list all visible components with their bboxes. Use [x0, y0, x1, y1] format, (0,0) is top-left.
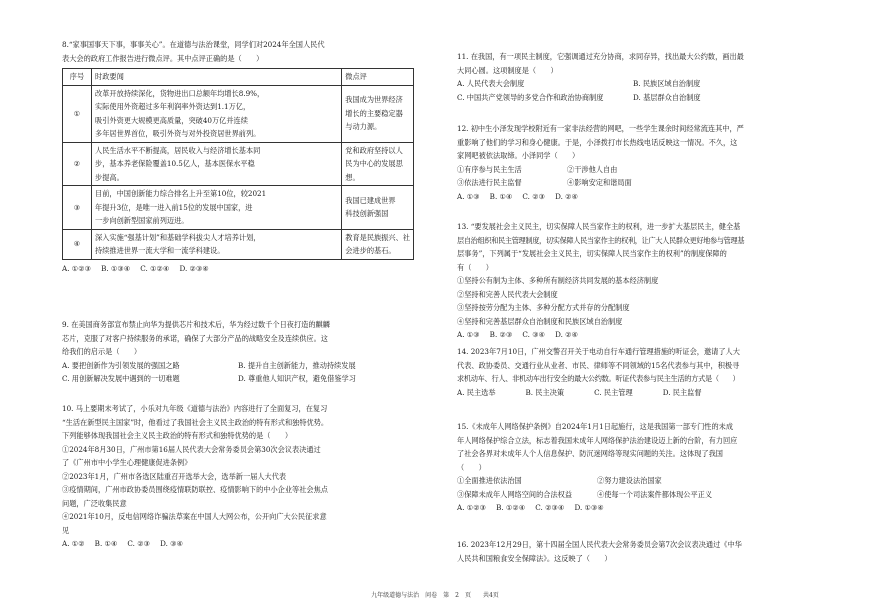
q10-item: ③疫情期间，广州市政协委员围绕疫情联防联控、疫情影响下的中小企业等社会焦点 — [62, 485, 328, 494]
option-c[interactable]: C. ①②④ — [140, 263, 170, 273]
q13-item: ③坚持按劳分配为主体、多种分配方式并存的分配制度 — [457, 303, 630, 312]
q9-stem-line: 给我们的启示是（ ） — [62, 347, 142, 356]
header-comment: 微点评 — [342, 69, 414, 86]
q12-stem-line: 家网吧被依法取缔。小泽同学（ ） — [457, 151, 580, 160]
q10-item: ④2021年10月，反电信网络诈骗法草案在中国人大网公布，公开向广大公民征求意 — [62, 512, 327, 521]
q14-stem-line: 求机动车、行人、非机动车出行安全的最大公约数。听证代表参与民主生活的方式是（ ） — [457, 374, 740, 383]
question-16 — [457, 538, 809, 565]
q15-stem-line: （ ） — [457, 462, 486, 472]
row-comment — [342, 229, 414, 259]
q9-stem-line: 芯片，克服了对客户持续服务的承诺，确保了大部分产品的战略安全及连续供应。这 — [62, 333, 328, 343]
comment-line: 会进步的基石。 — [345, 246, 396, 255]
q12-options — [457, 190, 809, 204]
row-no: ④ — [63, 229, 92, 259]
news-line: 多年居世界首位，吸引外资与对外投资居世界前列。 — [95, 129, 261, 138]
q11-options — [457, 77, 809, 104]
q15-item: ①全面推进依法治国 — [457, 476, 522, 485]
option-b[interactable]: B. 民主决策 — [525, 387, 565, 397]
news-line: 步，基本养老保险覆盖10.5亿人，基本医保水平稳 — [95, 159, 255, 168]
row-news — [92, 85, 342, 142]
option-c[interactable]: C. ②③ — [127, 539, 151, 548]
option-c[interactable]: C. ②③ — [522, 191, 546, 201]
comment-line: 党和政府坚持以人 — [345, 145, 403, 155]
q10-options — [62, 537, 414, 551]
q9-stem-line: 9. 在美国商务部宣布禁止向华为提供芯片和技术后，华为经过数千个日夜打造的麒麟 — [62, 320, 330, 329]
q13-options — [457, 328, 809, 342]
comment-line: 民为中心的发展思 — [345, 159, 403, 168]
q10-item: ②2023年1月，广州市各选区陆重召开选举大会，选举新一届人大代表 — [62, 471, 287, 481]
q10-item: 见 — [62, 525, 70, 535]
q15-stem-line: 15.《未成年人网络保护条例》自2024年1月1日起施行，这是我国第一部专门性的未成 — [457, 422, 734, 431]
option-c[interactable]: C. 民主管理 — [594, 387, 633, 397]
row-news — [92, 142, 342, 186]
row-no: ② — [63, 142, 92, 186]
question-14 — [457, 345, 809, 399]
page-footer: 九年级道德与法治 问卷 第 2 页 共4页 — [371, 592, 499, 599]
news-line: 改革开放持续深化，货物进出口总额年均增长8.9%， — [95, 88, 265, 98]
q12-item: ②干涉他人自由 — [567, 164, 618, 174]
q13-stem-line: 层自治组织和民主管理制度，切实保障人民当家作主的权利，让广大人民群众更好地参与管理基 — [457, 235, 745, 245]
option-b[interactable]: B. ①③④ — [101, 263, 131, 273]
option-a[interactable]: A. ①③ — [457, 191, 480, 201]
news-line: 人民生活水平不断提高，居民收入与经济增长基本同 — [95, 145, 261, 155]
news-line: 吸引外资更大规模更高质量，突破40万亿并连续 — [95, 115, 248, 125]
news-line: 持续推进世界一流大学和一流学科建设。 — [95, 246, 225, 255]
option-b[interactable]: B. 提升自主创新能力，推动持续发展 — [238, 360, 356, 370]
option-d[interactable]: D. ②④ — [555, 330, 579, 339]
news-line: 步提高。 — [95, 172, 124, 182]
q14-options — [457, 386, 809, 400]
option-d[interactable]: D. ③④ — [160, 539, 184, 548]
q13-item: ①坚持公有制为主体、多种所有制经济共同发展的基本经济制度 — [457, 276, 659, 285]
news-line: 目前，中国创新能力综合排名上升至第10位，较2021 — [95, 189, 267, 198]
option-a[interactable]: A. 人民代表大会制度 — [457, 79, 525, 88]
q15-items — [457, 474, 809, 501]
option-b[interactable]: B. ①②④ — [496, 503, 526, 512]
row-comment — [342, 186, 414, 230]
option-c[interactable]: C. ②③④ — [535, 503, 565, 512]
q10-stem-line: 下列能够体现我国社会主义民主政治的特有形式和独特优势的是（ ） — [62, 431, 293, 440]
q12-stem-line: 重影响了他们的学习和身心健康。于是，小泽拨打市长热线电话反映这一情况。不久，这 — [457, 137, 738, 147]
q8-stem-line: 8.“家事国事天下事，事事关心”。在道德与法治课堂，同学们对2024年全国人民代 — [62, 40, 325, 49]
q12-stem-line: 12. 初中生小泽发现学校附近有一家非法经营的网吧，一些学生课余时间经常流连其中，严 — [457, 124, 744, 133]
option-a[interactable]: A. ①② — [62, 539, 85, 548]
option-d[interactable]: D. ②④ — [555, 191, 579, 201]
row-news — [92, 186, 342, 230]
option-b[interactable]: B. ①④ — [94, 539, 118, 548]
option-a[interactable]: A. 民主选举 — [457, 387, 496, 397]
q16-stem-line: 16. 2023年12月29日，第十四届全国人民代表大会常务委员会第7次会议表决通过《中华 — [457, 540, 742, 549]
option-a[interactable]: A. ①③ — [457, 330, 480, 339]
q12-item: ④影响安定和谐局面 — [567, 178, 632, 187]
q12-item: ③依法进行民主监督 — [457, 178, 522, 187]
table-row — [63, 186, 414, 230]
q13-stem-line: 有（ ） — [457, 262, 493, 272]
table-row — [63, 142, 414, 186]
q10-item: 问题，广泛收集民意 — [62, 498, 127, 508]
comment-line: 增长的主要稳定器 — [345, 108, 403, 118]
q13-item: ②坚持和完善人民代表大会制度 — [457, 289, 558, 299]
q12-items — [457, 163, 809, 190]
option-d[interactable]: D. 基层群众自治制度 — [633, 92, 701, 102]
q16-stem-line: 人民共和国粮食安全保障法》。这反映了（ ） — [457, 553, 612, 563]
option-c[interactable]: C. 中国共产党领导的多党合作和政治协商制度 — [457, 92, 604, 102]
table-row — [63, 229, 414, 259]
q14-stem-line: 代表、政协委员、交通行业从业者、市民、律师等不同领域的15名代表参与其中，积极寻 — [457, 360, 740, 370]
news-line: 实际使用外资超过多年利润率外资达到1.1万亿， — [95, 102, 251, 111]
q11-stem-line: 大同心圆。这项制度是（ ） — [457, 65, 558, 75]
option-a[interactable]: A. ①②③ — [457, 503, 487, 512]
question-15 — [457, 420, 809, 515]
header-news: 时政要闻 — [92, 69, 342, 86]
option-c[interactable]: C. ③④ — [522, 330, 546, 339]
q13-item: ④坚持和完善基层群众自治制度和民族区域自治制度 — [457, 316, 623, 326]
row-comment — [342, 142, 414, 186]
q15-item: ④使每一个司法案件都体现公平正义 — [597, 489, 713, 499]
option-d[interactable]: D. 民主监督 — [662, 387, 702, 397]
option-b[interactable]: B. ①④ — [489, 191, 513, 201]
q13-stem-line: 层事务”，下列属于“发展社会主义民主，切实保障人民当家作主的权利”的制度保障的 — [457, 249, 727, 258]
row-no: ① — [63, 85, 92, 142]
comment-line: 与动力源。 — [345, 122, 382, 132]
q13-stem-line: 13. “要发展社会主义民主，切实保障人民当家作主的权利，进一步扩大基层民主，健全基 — [457, 222, 741, 231]
option-c[interactable]: C. 用创新解决发展中遇到的一切难题 — [62, 374, 180, 383]
comment-line: 科技创新强国 — [345, 209, 389, 219]
news-line: 年提升3位，是唯一进入前15位的发展中国家，进 — [95, 202, 253, 212]
question-13 — [457, 220, 809, 342]
q11-stem-line: 11. 在我国，有一项民主制度，它强调通过充分协商，求同存异，找出最大公约数，画出最 — [457, 52, 744, 61]
question-9 — [62, 318, 414, 386]
question-8 — [62, 38, 414, 275]
news-line: 一步向创新型国家前列迈进。 — [95, 216, 189, 225]
table-row — [63, 85, 414, 142]
comment-line: 想。 — [345, 172, 360, 182]
q15-stem-line: 了社会各界对未成年人个人信息保护、防沉迷网络等现实问题的关注。这体现了我国 — [457, 449, 723, 458]
q10-item: 了《广州市中小学生心理健康促进条例》 — [62, 458, 192, 467]
q15-item: ③保障未成年人网络空间的合法权益 — [457, 489, 573, 499]
comment-line: 我国成为世界经济 — [345, 95, 403, 105]
row-comment — [342, 85, 414, 142]
q8-stem-line: 表大会的政府工作报告进行微点评。其中点评正确的是（ ） — [62, 53, 264, 63]
question-11 — [457, 50, 809, 104]
option-a[interactable]: A. 要把创新作为引领发展的强国之路 — [62, 360, 180, 370]
option-d[interactable]: D. 尊重他人知识产权，避免借鉴学习 — [238, 374, 356, 383]
q14-stem-line: 14. 2023年7月10日，广州交警召开关于电动自行车通行管理措施的听证会，邀请了人大 — [457, 347, 740, 356]
q8-options — [62, 262, 414, 276]
q12-item: ①有序参与民主生活 — [457, 164, 522, 174]
q10-stem-line: “生活在新型民主国家”时，他看过了我国社会主义民主政治的特有形式和独特优势。 — [62, 417, 329, 427]
q15-item: ②努力建设法治国家 — [597, 476, 662, 485]
q15-stem-line: 年人网络保护综合立法，标志着我国未成年人网络保护法治建设迈上新的台阶，有力回应 — [457, 435, 738, 445]
option-d[interactable]: D. ①③④ — [574, 503, 604, 512]
row-news — [92, 229, 342, 259]
q9-options — [62, 359, 414, 386]
option-d[interactable]: D. ②③④ — [179, 263, 209, 273]
q15-options — [457, 501, 809, 515]
row-no: ③ — [63, 186, 92, 230]
option-a[interactable]: A. ①②③ — [62, 263, 92, 273]
header-no: 序号 — [63, 69, 92, 86]
comment-line: 教育是民族振兴、社 — [345, 232, 410, 242]
table-header-row — [63, 69, 414, 86]
question-12 — [457, 122, 809, 203]
option-b[interactable]: B. 民族区域自治制度 — [633, 79, 701, 88]
q10-item: ①2024年8月30日，广州市第16届人民代表大会常务委员会第30次会议表决通过 — [62, 444, 321, 454]
news-line: 深入实施“强基计划”和基础学科拔尖人才培养计划， — [95, 232, 261, 242]
comment-line: 我国已建成世界 — [345, 195, 396, 205]
q8-table — [62, 68, 414, 260]
q10-stem-line: 10. 马上要期末考试了，小乐对九年级《道德与法治》内容进行了全面复习，在复习 — [62, 404, 328, 413]
question-10 — [62, 402, 414, 551]
option-b[interactable]: B. ②③ — [489, 330, 513, 339]
